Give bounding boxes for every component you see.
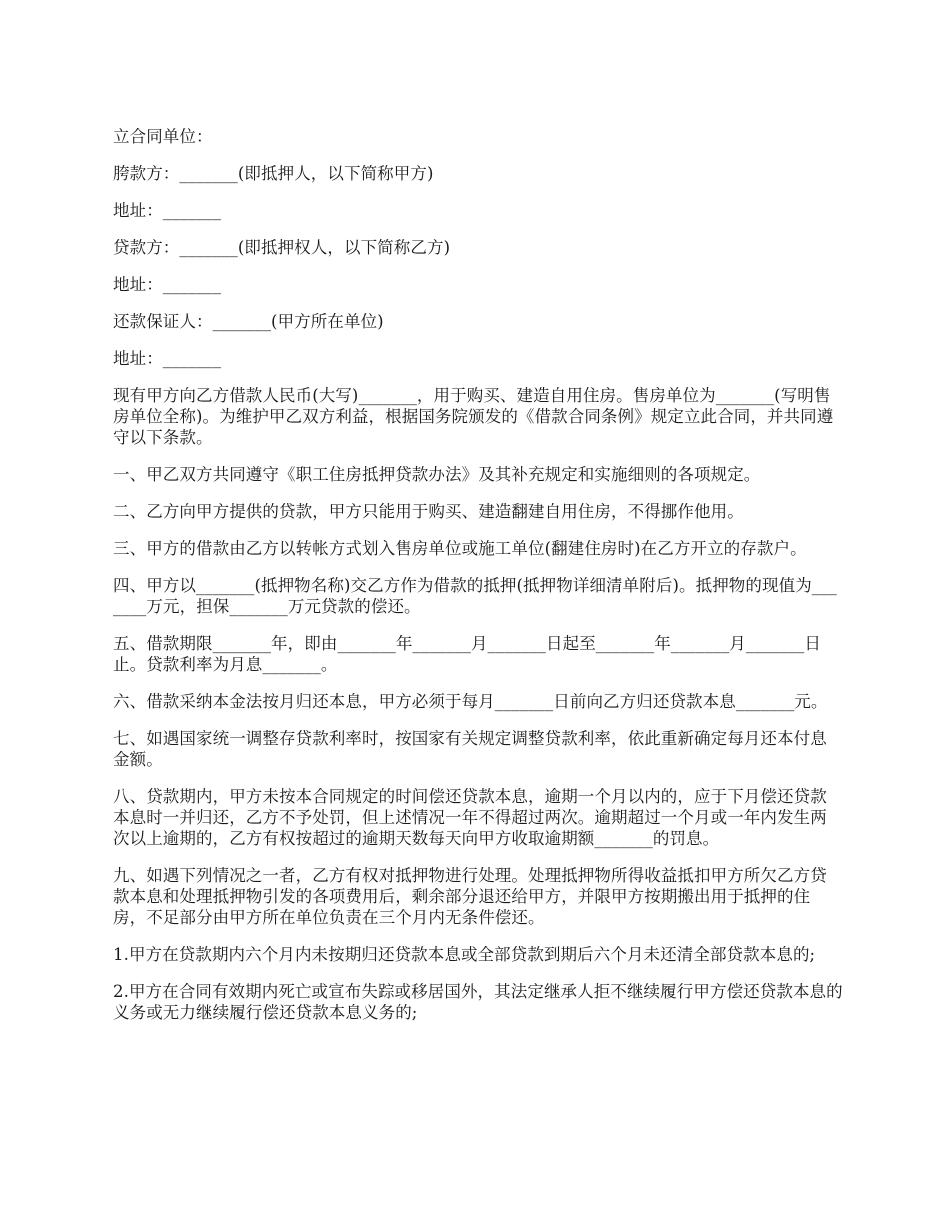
paragraph-lender-address: 地址：_______	[113, 275, 222, 294]
paragraph-guarantor-address: 地址：_______	[113, 349, 222, 368]
clause-6: 六、借款采纳本金法按月归还本息，甲方必须于每月_______日前向乙方归还贷款本息_______元。	[113, 692, 828, 711]
paragraph-borrower: 胯款方：_______(即抵押人，以下简称甲方)	[113, 164, 434, 183]
clause-3: 三、甲方的借款由乙方以转帐方式划入售房单位或施工单位(翻建住房时)在乙方开立的存款户。	[113, 539, 807, 558]
clause-7: 七、如遇国家统一调整存贷款利率时，按国家有关规定调整贷款利率，依此重新确定每月还本付息金额。	[113, 729, 827, 769]
clause-9: 九、如遇下列情况之一者，乙方有权对抵押物进行处理。处理抵押物所得收益抵扣甲方所欠乙方贷款本息和处理抵押物引发的各项费用后，剩余部分退还给甲方，并限甲方按期搬出用于抵押的住房，不足部分由甲方所在单位负责在三个月内无条件偿还。	[113, 866, 827, 927]
paragraph-header: 立合同单位：	[113, 127, 213, 146]
document-body	[113, 126, 843, 1039]
clause-2: 二、乙方向甲方提供的贷款，甲方只能用于购买、建造翻建自用住房，不得挪作他用。	[113, 502, 744, 521]
paragraph-preamble: 现有甲方向乙方借款人民币(大写)_______，用于购买、建造自用住房。售房单位为_______(写明售房单位全称)。为维护甲乙双方利益，根据国务院颁发的《借款合同条例》规定立此合同，并共同遵守以下条款。	[113, 386, 834, 447]
paragraph-borrower-address: 地址：_______	[113, 201, 222, 220]
clause-1: 一、甲乙双方共同遵守《职工住房抵押贷款办法》及其补充规定和实施细则的各项规定。	[113, 465, 761, 484]
paragraph-guarantor: 还款保证人：_______(甲方所在单位)	[113, 312, 384, 331]
clause-5: 五、借款期限_______年，即由_______年_______月_______日起至_______年_______月_______日止。贷款利率为月息_______。	[113, 634, 821, 674]
clause-8: 八、贷款期内，甲方未按本合同规定的时间偿还贷款本息，逾期一个月以内的，应于下月偿还贷款本息时一并归还，乙方不予处罚，但上述情况一年不得超过两次。逾期超过一个月或一年内发生两次以上逾期的，乙方有权按超过的逾期天数每天向甲方收取逾期额_______的罚息。	[113, 787, 827, 848]
paragraph-lender: 贷款方：_______(即抵押权人，以下简称乙方)	[113, 238, 451, 257]
clause-9-item-1: 1.甲方在贷款期内六个月内未按期归还贷款本息或全部贷款到期后六个月未还清全部贷款本息的;	[113, 945, 816, 964]
clause-4: 四、甲方以_______(抵押物名称)交乙方作为借款的抵押(抵押物详细清单附后)。抵押物的现值为_______万元，担保_______万元贷款的偿还。	[113, 576, 837, 616]
clause-9-item-2: 2.甲方在合同有效期内死亡或宣布失踪或移居国外，其法定继承人拒不继续履行甲方偿还贷款本息的义务或无力继续履行偿还贷款本息义务的;	[113, 982, 843, 1022]
